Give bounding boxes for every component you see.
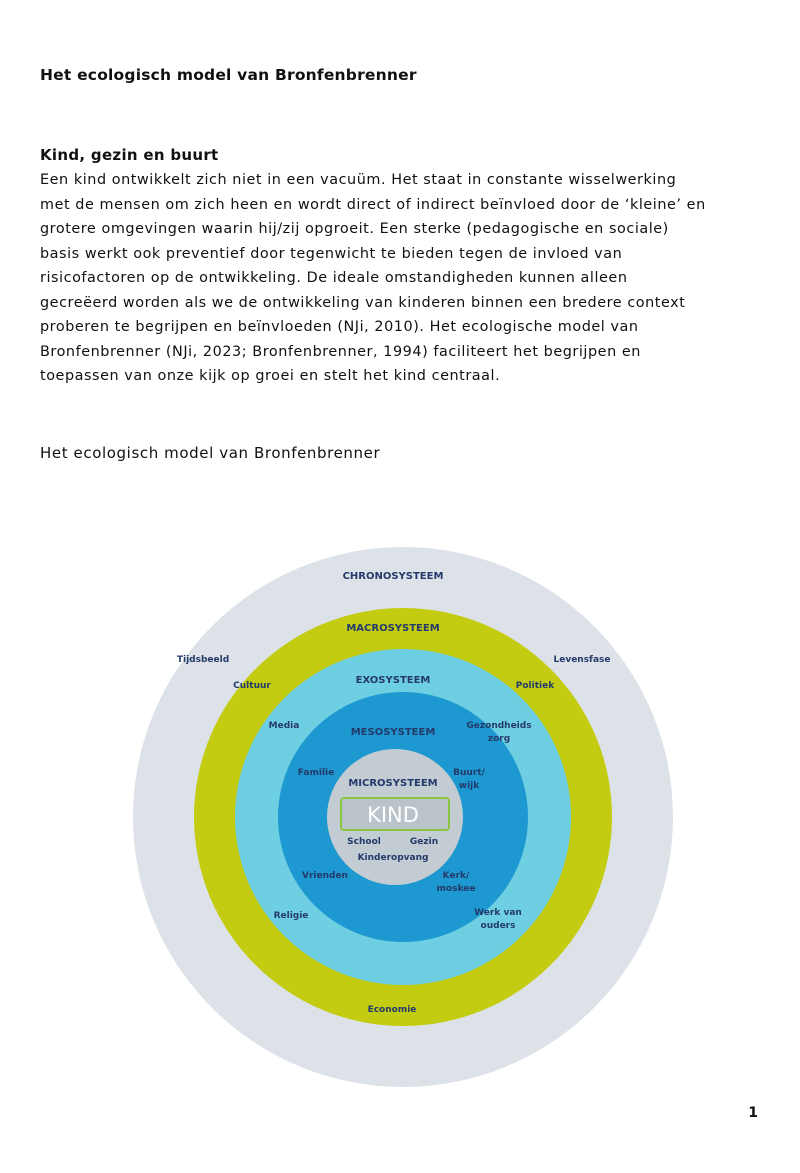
levensfase-label: Levensfase — [553, 655, 611, 665]
mesosysteem-label: MESOSYSTEEM — [350, 727, 436, 738]
paragraph-line: toepassen van onze kijk op groei en stelt het kind centraal. — [40, 368, 501, 384]
familie-label: Familie — [297, 768, 335, 778]
section-title: Kind, gezin en buurt — [40, 146, 219, 164]
cultuur-label: Cultuur — [233, 681, 271, 691]
buurt-wijk-label-line2: wijk — [458, 781, 480, 791]
gezondheidszorg-label-line1: Gezondheids — [466, 721, 532, 731]
paragraph-line: basis werkt ook preventief door tegenwicht te bieden tegen de invloed van — [40, 245, 623, 262]
kind-label: KIND — [367, 803, 419, 827]
werk-van-ouders-label-line2: ouders — [480, 921, 516, 931]
kerk-moskee-label-line2: moskee — [436, 884, 476, 894]
politiek-label: Politiek — [515, 681, 555, 691]
macrosysteem-label: MACROSYSTEEM — [346, 623, 440, 634]
paragraph-line: grotere omgevingen waarin hij/zij opgroeit. Een sterke (pedagogische en sociale) — [40, 221, 669, 237]
media-label: Media — [268, 721, 300, 731]
page-title: Het ecologisch model van Bronfenbrenner — [40, 66, 417, 84]
buurt-wijk-label-line1: Buurt/ — [453, 768, 485, 778]
figure-title: Het ecologisch model van Bronfenbrenner — [40, 444, 381, 462]
paragraph-line: risicofactoren op de ontwikkeling. De ideale omstandigheden kunnen alleen — [40, 270, 628, 286]
economie-label: Economie — [367, 1005, 417, 1015]
religie-label: Religie — [273, 911, 309, 921]
gezondheidszorg-label-line2: zorg — [487, 734, 511, 744]
microsysteem-label: MICROSYSTEEM — [348, 778, 438, 789]
paragraph-line: met de mensen om zich heen en wordt direct of indirect beïnvloed door de ‘kleine’ en — [40, 196, 706, 213]
paragraph-line: Bronfenbrenner (NJi, 2023; Bronfenbrenner, 1994) faciliteert het begrijpen en — [40, 343, 641, 360]
werk-van-ouders-label-line1: Werk van — [474, 908, 522, 918]
paragraph-line: Een kind ontwikkelt zich niet in een vacuüm. Het staat in constante wisselwerking — [40, 172, 677, 188]
exosysteem-label: EXOSYSTEEM — [355, 675, 431, 686]
tijdsbeeld-label: Tijdsbeeld — [176, 655, 230, 665]
school-label: School — [347, 837, 381, 847]
page-number: 1 — [748, 1105, 758, 1121]
vrienden-label: Vrienden — [302, 871, 348, 881]
kerk-moskee-label-line1: Kerk/ — [442, 871, 470, 881]
paragraph-line: gecreëerd worden als we de ontwikkeling van kinderen binnen een bredere context — [40, 294, 686, 311]
gezin-label: Gezin — [409, 837, 439, 847]
kinderopvang-label: Kinderopvang — [357, 853, 429, 863]
chronosysteem-label: CHRONOSYSTEEM — [342, 571, 444, 582]
paragraph-line: proberen te begrijpen en beïnvloeden (NJi, 2010). Het ecologische model van — [40, 319, 639, 335]
